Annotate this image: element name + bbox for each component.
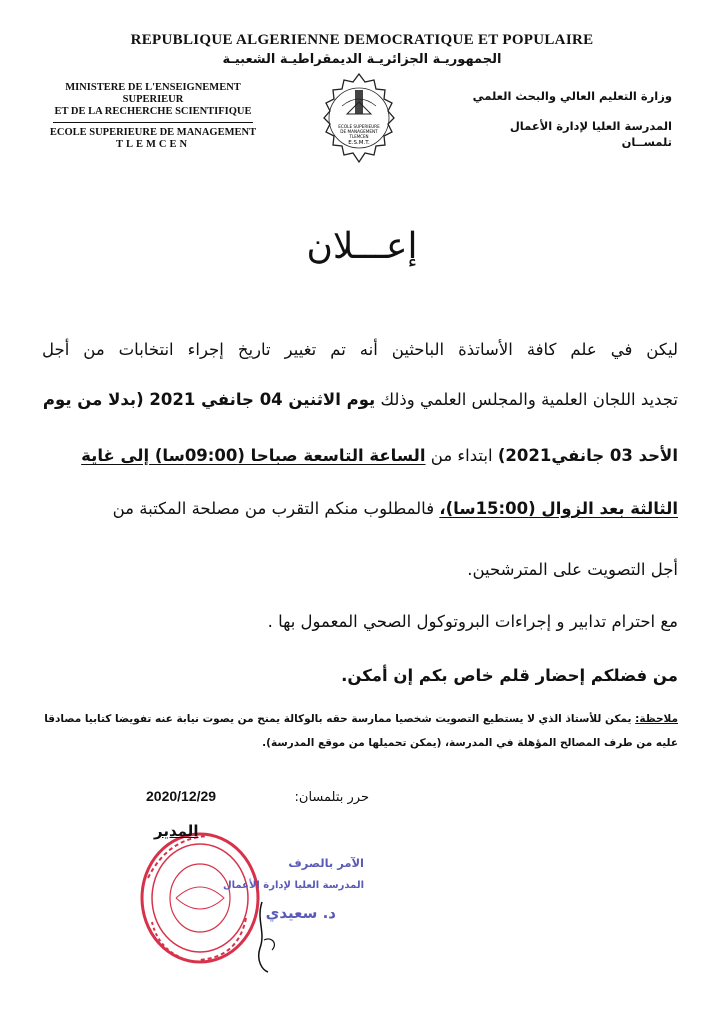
header-right-block [462,88,672,150]
republic-title-ar: الجمهوريـة الجزائريـة الديمقراطيـة الشعبيـة [222,52,502,67]
note-block [38,707,678,755]
city-name-fr: TLEMCEN [115,139,191,150]
logo-text-3: TLEMCEN [349,134,369,139]
ministry-fr-line2: ET DE LA RECHERCHE SCIENTIFIQUE [54,106,252,117]
stamp-text-3: د. سعيدي [265,904,336,922]
ministry-ar: وزارة التعليم العالي والبحث العلمي [472,89,672,103]
body-line-3 [42,446,678,465]
body-line-5: أجل التصويت على المترشحين. [467,560,678,579]
republic-title-fr: REPUBLIQUE ALGERIENNE DEMOCRATIQUE ET POPULAIRE [130,32,594,48]
note-text-2: عليه من طرف المصالح المؤهلة في المدرسة، (يمكن تحميلها من موقع المدرسة). [262,737,678,749]
announcement-title: إعـــلان [306,226,418,267]
body-line-2 [42,390,678,409]
body-line-2-b: يوم الاثنين 04 جانفي 2021 (بدلا من يوم [42,390,376,409]
header-left-block [42,82,264,151]
body-line-3-a: الأحد 03 جانفي2021) [497,446,678,465]
body-line-4-b: فالمطلوب منكم التقرب من مصلحة المكتبة من [112,499,440,518]
logo-text-4: E.S.M.T. [348,140,370,146]
body-line-4 [42,499,678,518]
body-line-2-a: تجديد اللجان العلمية والمجلس العلمي وذلك [375,390,678,409]
ministry-fr-line1: MINISTERE DE L'ENSEIGNEMENT SUPERIEUR [65,82,241,105]
school-logo [318,72,400,176]
note-text-1: يمكن للأستاذ الذي لا يستطيع التصويت شخصيا ممارسة حقه بالوكالة يمنح من يصوت نيابة عنه تفويضا كتابيا مصادقا [44,713,636,725]
header-divider [53,122,253,123]
handwritten-signature [226,900,296,980]
body-line-3-c: الساعة التاسعة صباحا (09:00سا) إلى غاية [81,446,426,465]
body-line-7: من فضلكم إحضار قلم خاص بكم إن أمكن. [341,666,678,685]
note-line-1 [38,707,678,731]
city-name-ar: تلمســان [621,135,672,149]
body-line-4-a: الثالثة بعد الزوال (15:00سا)، [439,499,678,518]
logo-text-2: DE MANAGEMENT [340,129,378,134]
body-line-1: ليكن في علم كافة الأساتذة الباحثين أنه تم تغيير تاريخ إجراء انتخابات من أجل [42,340,678,359]
director-title: المدير [154,822,199,840]
logo-text-1: ECOLE SUPERIEURE [338,124,380,129]
signature-place: حرر بتلمسان: [294,790,369,805]
body-line-6: مع احترام تدابير و إجراءات البروتوكول الصحي المعمول بها . [267,612,678,631]
note-label: ملاحظة: [635,713,678,725]
stamp-text-1: الآمر بالصرف [288,856,364,870]
stamp-text-2: المدرسة العليا لإدارة الأعمال [222,880,364,891]
school-name-fr: ECOLE SUPERIEURE DE MANAGEMENT [49,127,257,138]
school-name-ar: المدرسة العليا لإدارة الأعمال [509,119,672,133]
signature-date: 2020/12/29 [146,788,217,804]
body-line-3-b: ابتداء من [425,446,498,465]
